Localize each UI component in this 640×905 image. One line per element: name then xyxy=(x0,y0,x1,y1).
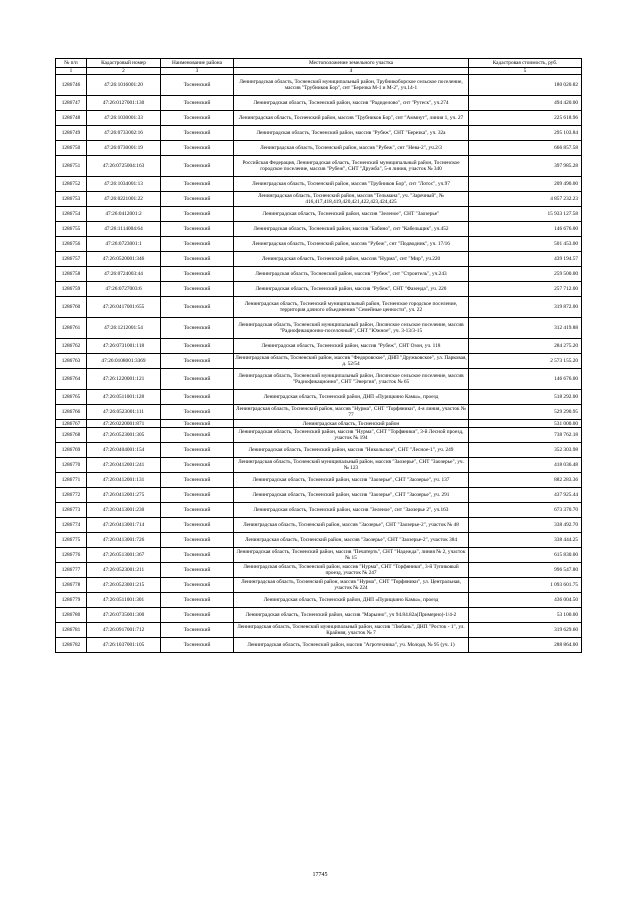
parcel-location: Ленинградская область, Тосненский район, массив "Федоровское", ДНП "Дружковское", ул. Парковая, д. 52/54 xyxy=(235,355,467,368)
table-row xyxy=(56,473,582,488)
parcel-location: Ленинградская область, Тосненский район, ДНП «Пурицкино Камы», проезд xyxy=(234,390,469,405)
district-name: Тосненский xyxy=(161,405,234,420)
district-name: Тосненский xyxy=(161,207,234,222)
parcel-location: Ленинградская область, Тосненский муниципальный район, Трубникоборское сельское поселение, массив "Трубников Бор", снт "Березка М-1 и М-2", уч.14-1 xyxy=(234,75,469,96)
cadastral-number: 47:26:1220001:121 xyxy=(87,369,161,390)
parcel-location: Ленинградская область, Тосненский район xyxy=(234,420,469,428)
parcel-location: Ленинградская область, Тосненский муниципальный район, Тосненское городское поселение, территория дачного объединения "Семейные ценности", уч. 22 xyxy=(234,297,469,318)
cadastral-value: 666 857.58 xyxy=(469,141,582,156)
cadastral-value: 295 103.84 xyxy=(469,126,582,141)
cadastral-number: 47:26:0735001:300 xyxy=(87,608,161,623)
table-row xyxy=(56,369,582,390)
district-name: Тосненский xyxy=(161,177,234,192)
district-name: Тосненский xyxy=(161,473,234,488)
cadastral-number: 47:26:0221001:22 xyxy=(87,192,161,207)
header-location: Местоположение земельного участка xyxy=(234,59,469,68)
cadastral-value: 4 857 232.23 xyxy=(469,192,582,207)
district-name: Тосненский xyxy=(161,252,234,267)
cadastral-number: 47:26:0413001:714 xyxy=(87,518,161,533)
cadastral-number: 47:26:0725004:163 xyxy=(87,156,161,177)
parcel-location: Ленинградская область, Тосненский муниципальный район, Лисинское сельское поселение, массив "Радиофикационно", СНТ "Энергия", участок № 65 xyxy=(234,369,469,390)
parcel-location: Ленинградская область, Тосненский район, массив "Нурма", СНТ "Торфяники", ул. Центральная, участок № 224 xyxy=(234,578,469,593)
district-name: Тосненский xyxy=(161,282,234,297)
table-row xyxy=(56,297,582,318)
district-name: Тосненский xyxy=(161,369,234,390)
district-name: Тосненский xyxy=(161,458,234,473)
district-name: Тосненский xyxy=(161,623,234,638)
cadastral-value: 338 444.25 xyxy=(469,533,582,548)
row-number: 1286779 xyxy=(56,593,87,608)
table-row xyxy=(56,156,582,177)
row-number: 1286772 xyxy=(56,488,87,503)
table-row xyxy=(56,428,582,443)
table-row xyxy=(56,420,582,428)
cadastral-number: 47:26:1030001:33 xyxy=(87,111,161,126)
cadastral-value: 180 020.82 xyxy=(469,75,582,96)
row-number: 1286754 xyxy=(56,207,87,222)
cadastral-value: 996 547.80 xyxy=(469,563,582,578)
table-row xyxy=(56,390,582,405)
cadastral-number: 47:26:1212001:54 xyxy=(87,318,161,339)
cadastral-number: 47:26:0413001:726 xyxy=(87,533,161,548)
district-name: Тосненский xyxy=(161,141,234,156)
cadastral-value: 2 573 155.20 xyxy=(469,354,582,369)
row-number: 1286746 xyxy=(56,75,87,96)
row-number: 1286773 xyxy=(56,503,87,518)
table-row xyxy=(56,267,582,282)
district-name: Тосненский xyxy=(161,339,234,354)
cadastral-value: 257 712.00 xyxy=(469,282,582,297)
page-number: 17745 xyxy=(312,872,328,878)
cadastral-value: 1 093 601.75 xyxy=(469,578,582,593)
table-row xyxy=(56,126,582,141)
district-name: Тосненский xyxy=(161,96,234,111)
row-number: 1286769 xyxy=(56,443,87,458)
row-number: 1286778 xyxy=(56,578,87,593)
cadastral-number: 47:26:0412001:241 xyxy=(87,458,161,473)
district-name: Тосненский xyxy=(161,390,234,405)
cadastral-value: 436 004.50 xyxy=(469,593,582,608)
parcel-location: Ленинградская область, Тосненский район, массив "Нурма", СНТ "Торфяники", 3-й Лесной проезд, участок № 194 xyxy=(234,428,469,443)
row-number: 1286780 xyxy=(56,608,87,623)
parcel-location: Российская Федерация, Ленинградская область, Тосненский муниципальный район, Тосненское городское поселение, массив "Рубеж", СНТ "Дружба", 5-я линия, участок № 340 xyxy=(234,156,469,177)
table-row xyxy=(56,533,582,548)
cadastral-number: 47:26:0917001:712 xyxy=(87,623,161,638)
table-row xyxy=(56,503,582,518)
cadastral-value: 15 933 127.58 xyxy=(469,207,582,222)
cadastral-number: 47:26:0727003:6 xyxy=(87,282,161,297)
parcel-location: Ленинградская область, Тосненский район, массив "Заозерье", СНТ "Заозерье", уч. 291 xyxy=(234,488,469,503)
cadastral-number: 47:26:1037001:105 xyxy=(87,638,161,653)
table-row xyxy=(56,222,582,237)
table-row xyxy=(56,207,582,222)
parcel-location: Ленинградская область, Тосненский район, массив "Рубеж", снт "Подводник", уч. 17/16 xyxy=(234,237,469,252)
cadastral-number: 47:26:0731001:118 xyxy=(87,339,161,354)
district-name: Тосненский xyxy=(161,443,234,458)
table-row xyxy=(56,318,582,339)
row-number: 1286762 xyxy=(56,339,87,354)
district-name: Тосненский xyxy=(161,593,234,608)
parcel-location: Ленинградская область, Тосненский район, массив "Рубеж", СНТ "Березка", уч. 32а xyxy=(234,126,469,141)
table-row xyxy=(56,578,582,593)
header-cadastral-value: Кадастровая стоимость, руб. xyxy=(469,59,582,68)
table-row xyxy=(56,563,582,578)
parcel-location: Ленинградская область, Тосненский район, массив "Рубеж", снт "Строитель", уч.243 xyxy=(234,267,469,282)
parcel-location: Ленинградская область, Тосненский район, массив "Зеленое", снт "Заозерье 2", уч.163 xyxy=(234,503,469,518)
table-row xyxy=(56,488,582,503)
row-number: 1286755 xyxy=(56,222,87,237)
row-number: 1286758 xyxy=(56,267,87,282)
parcel-location: Ленинградская область, Тосненский район, ДНП «Пурицкино Камы», проезд xyxy=(234,593,469,608)
parcel-location: Ленинградская область, Тосненский район, массив "Никольское", СНТ "Лесное-1", уч. 249 xyxy=(234,443,469,458)
table-row xyxy=(56,252,582,267)
cadastral-number: 47:26:0523001:305 xyxy=(87,428,161,443)
cadastral-value: 146 676.00 xyxy=(469,222,582,237)
table-row xyxy=(56,339,582,354)
district-name: Тосненский xyxy=(161,488,234,503)
table-row xyxy=(56,237,582,252)
column-index: 4 xyxy=(234,68,469,75)
district-name: Тосненский xyxy=(161,318,234,339)
district-name: Тосненский xyxy=(161,428,234,443)
row-number: 1286759 xyxy=(56,282,87,297)
district-name: Тосненский xyxy=(161,518,234,533)
row-number: 1286782 xyxy=(56,638,87,653)
parcel-location: Ленинградская область, Тосненский район, массив "Рубеж", СНТ Озон, уч. 118 xyxy=(234,339,469,354)
column-index: 3 xyxy=(161,68,234,75)
column-index: 5 xyxy=(469,68,582,75)
table-row xyxy=(56,548,582,563)
table-row xyxy=(56,282,582,297)
cadastral-value: 518 292.00 xyxy=(469,390,582,405)
table-row xyxy=(56,608,582,623)
district-name: Тосненский xyxy=(161,548,234,563)
cadastral-value: 738 762.18 xyxy=(469,428,582,443)
cadastral-value: 439 194.57 xyxy=(469,252,582,267)
cadastral-number: 47:26:0413001:230 xyxy=(87,503,161,518)
cadastral-number: 47:26:1016001:20 xyxy=(87,75,161,96)
row-number: 1286763 xyxy=(56,354,87,369)
row-number: 1286767 xyxy=(56,420,87,428)
district-name: Тосненский xyxy=(161,192,234,207)
parcel-location: Ленинградская область, Тосненский район, массив "Зеленое", СНТ "Заозерье" xyxy=(234,207,469,222)
cadastral-value: 209 490.00 xyxy=(469,177,582,192)
parcel-location: Ленинградская область, Тосненский район, массив "Нурма", снт "Мир", уч.220 xyxy=(234,252,469,267)
table-row xyxy=(56,141,582,156)
parcel-location: Ленинградская область, Тосненский район, массив "Агротехника", уч. Молодя, № 95 (уч. 1) xyxy=(234,638,469,653)
cadastral-number: 47:26:0412001:131 xyxy=(87,473,161,488)
district-name: Тосненский xyxy=(161,126,234,141)
row-number: 1286750 xyxy=(56,141,87,156)
cadastral-number: 47:26:0412001:2 xyxy=(87,207,161,222)
row-number: 1286751 xyxy=(56,156,87,177)
cadastral-value: 319 872.00 xyxy=(469,297,582,318)
row-number: 1286760 xyxy=(56,297,87,318)
cadastral-value: 418 036.48 xyxy=(469,458,582,473)
cadastral-value: 501 453.00 xyxy=(469,237,582,252)
cadastral-number: 47:26:0220001:871 xyxy=(87,420,161,428)
cadastral-value-table xyxy=(55,58,582,653)
district-name: Тосненский xyxy=(161,111,234,126)
table-row xyxy=(56,75,582,96)
parcel-location: Ленинградская область, Тосненский район, массив "Заозерье", СНТ "Заозерье", уч. 137 xyxy=(234,473,469,488)
parcel-location: Ленинградская область, Тосненский район, массив "Нурма", СНТ "Торфяники", 3-й Тупиковый проезд, участок № 247 xyxy=(234,563,469,578)
parcel-location: Ленинградская область, Тосненский район, массив "Заозерье", СНТ "Заозерье-2", участок № 48 xyxy=(234,518,469,533)
row-number: 1286771 xyxy=(56,473,87,488)
cadastral-number: 47:26:0511001:301 xyxy=(87,593,161,608)
cadastral-number: 47:26:0513001:367 xyxy=(87,548,161,563)
district-name: Тосненский xyxy=(161,608,234,623)
cadastral-value: 397 985.28 xyxy=(469,156,582,177)
cadastral-value: 284 275.20 xyxy=(469,339,582,354)
row-number: 1286753 xyxy=(56,192,87,207)
row-number: 1286775 xyxy=(56,533,87,548)
row-number: 1286764 xyxy=(56,369,87,390)
district-name: Тосненский xyxy=(161,354,234,369)
cadastral-value: 882 283.36 xyxy=(469,473,582,488)
district-name: Тосненский xyxy=(161,563,234,578)
cadastral-value: 53 100.00 xyxy=(469,608,582,623)
cadastral-value: 531 000.00 xyxy=(469,420,582,428)
row-number: 1286774 xyxy=(56,518,87,533)
cadastral-number: 47:26:0730001:19 xyxy=(87,141,161,156)
cadastral-number: 47:26:0523001:211 xyxy=(87,563,161,578)
row-number: 1286776 xyxy=(56,548,87,563)
column-index-row xyxy=(56,68,582,75)
parcel-location: Ленинградская область, Тосненский район, массив "Рубеж", СНТ "Фазенда", уч. 220 xyxy=(234,282,469,297)
table-row xyxy=(56,192,582,207)
row-number: 1286761 xyxy=(56,318,87,339)
table-row xyxy=(56,623,582,638)
cadastral-value: 146 676.00 xyxy=(469,369,582,390)
parcel-location: Ленинградская область, Тосненский муниципальный район, массив "Любань", ДНП "Росток - 1", ул. Крайняя, участок № 7 xyxy=(234,623,469,638)
parcel-location: Ленинградская область, Тосненский район, массив "Печатерть", СНТ "Надежда", линия № 2, участок № 15 xyxy=(234,548,469,563)
row-number: 1286756 xyxy=(56,237,87,252)
cadastral-number: 47:26:0523001:111 xyxy=(87,405,161,420)
cadastral-number: 47:26:0127001:130 xyxy=(87,96,161,111)
parcel-location: Ленинградская область, Тосненский район, массив "Радиделово", снт "Рутеск", уч.274 xyxy=(234,96,469,111)
parcel-location: Ленинградская область, Тосненский район, массив "Трубников Бор", снт "Аммиут", линия 1, уч. 27 xyxy=(234,111,469,126)
district-name: Тосненский xyxy=(161,420,234,428)
header-cadastral-number: Кадастровый номер xyxy=(87,59,161,68)
row-number: 1286781 xyxy=(56,623,87,638)
cadastral-number: 47:26:0723001:1 xyxy=(87,237,161,252)
cadastral-value: 288 864.00 xyxy=(469,638,582,653)
cadastral-number: 47:26:0417001:655 xyxy=(87,297,161,318)
cadastral-value: 673 370.70 xyxy=(469,503,582,518)
parcel-location: Ленинградская область, Тосненский район, массив "Трубников Бор", снт "Лотос", уч.97 xyxy=(234,177,469,192)
table-body xyxy=(56,75,582,653)
row-number: 1286757 xyxy=(56,252,87,267)
row-number: 1286749 xyxy=(56,126,87,141)
table-row xyxy=(56,443,582,458)
district-name: Тосненский xyxy=(161,638,234,653)
district-name: Тосненский xyxy=(161,75,234,96)
parcel-location: Ленинградская область, Тосненский район, массив "Бабино", снт "Кабельщик", уч.452 xyxy=(234,222,469,237)
row-number: 1286770 xyxy=(56,458,87,473)
row-number: 1286752 xyxy=(56,177,87,192)
cadastral-value: 338 492.70 xyxy=(469,518,582,533)
row-number: 1286777 xyxy=(56,563,87,578)
parcel-location: Ленинградская область, Тосненский муниципальный район, массив "Заозерье", СНТ "Заозерье", уч. № 123 xyxy=(234,458,469,473)
cadastral-value: 259 500.00 xyxy=(469,267,582,282)
cadastral-value: 312 419.88 xyxy=(469,318,582,339)
row-number: 1286766 xyxy=(56,405,87,420)
row-number: 1286747 xyxy=(56,96,87,111)
district-name: Тосненский xyxy=(161,578,234,593)
parcel-location: Ленинградская область, Тосненский район, массив "Марьино", уч 94.84.82а(Примерно)-1/4-2 xyxy=(234,608,469,623)
table-header-row xyxy=(56,59,582,68)
table-row xyxy=(56,177,582,192)
cadastral-value: 615 830.00 xyxy=(469,548,582,563)
row-number: 1286768 xyxy=(56,428,87,443)
column-index: 1 xyxy=(56,68,87,75)
cadastral-number: 47:26:0733002:16 xyxy=(87,126,161,141)
cadastral-number: 47:26:0523001:215 xyxy=(87,578,161,593)
document-sheet xyxy=(55,58,581,653)
table-row xyxy=(56,96,582,111)
cadastral-number: 47:26:0108001:3369 xyxy=(87,354,161,369)
cadastral-value: 352 303.98 xyxy=(469,443,582,458)
cadastral-number: 47:26:1114004:64 xyxy=(87,222,161,237)
table-row xyxy=(56,111,582,126)
table-row xyxy=(56,405,582,420)
district-name: Тосненский xyxy=(161,533,234,548)
table-row xyxy=(56,638,582,653)
cadastral-value: 529 290.95 xyxy=(469,405,582,420)
row-number: 1286748 xyxy=(56,111,87,126)
parcel-location: Ленинградская область, Тосненский район, массив "Заозерье", СНТ "Заозерье-2", участок 384 xyxy=(234,533,469,548)
cadastral-value: 319 629.60 xyxy=(469,623,582,638)
cadastral-value: 494 420.00 xyxy=(469,96,582,111)
parcel-location: Ленинградская область, Тосненский район, массив "Рубеж", снт "Нева-2", уч.2/3 xyxy=(234,141,469,156)
district-name: Тосненский xyxy=(161,503,234,518)
district-name: Тосненский xyxy=(161,222,234,237)
district-name: Тосненский xyxy=(161,267,234,282)
cadastral-value: 437 925.44 xyxy=(469,488,582,503)
cadastral-number: 47:26:0511001:128 xyxy=(87,390,161,405)
table-row xyxy=(56,518,582,533)
cadastral-number: 47:26:0404001:154 xyxy=(87,443,161,458)
header-number: № п/п xyxy=(56,59,87,68)
row-number: 1286765 xyxy=(56,390,87,405)
parcel-location: Ленинградская область, Тосненский район, массив "Нурма", СНТ "Торфяники", 4-я линия, участок № 77 xyxy=(234,405,469,420)
cadastral-number: 47:26:0412001:275 xyxy=(87,488,161,503)
table-row xyxy=(56,458,582,473)
cadastral-value: 225 618.96 xyxy=(469,111,582,126)
parcel-location: Ленинградская область, Тосненский муниципальный район, Лисинское сельское поселение, массив "Радиофикационно-поселочный", СНТ "Южное", уч. 3-13/3-15 xyxy=(234,318,469,339)
table-row xyxy=(56,354,582,369)
table-row xyxy=(56,593,582,608)
column-index: 2 xyxy=(87,68,161,75)
parcel-location: Ленинградская область, Тосненский район, массив "Тельмана", уч. "Заречный", № 416,417,418,419,420,421,422,423,424,425 xyxy=(234,192,469,207)
cadastral-number: 47:26:1034001:13 xyxy=(87,177,161,192)
header-district: Наименование района xyxy=(161,59,234,68)
district-name: Тосненский xyxy=(161,156,234,177)
cadastral-number: 47:26:0724003:44 xyxy=(87,267,161,282)
district-name: Тосненский xyxy=(161,297,234,318)
district-name: Тосненский xyxy=(161,237,234,252)
cadastral-number: 47:26:0520001:346 xyxy=(87,252,161,267)
